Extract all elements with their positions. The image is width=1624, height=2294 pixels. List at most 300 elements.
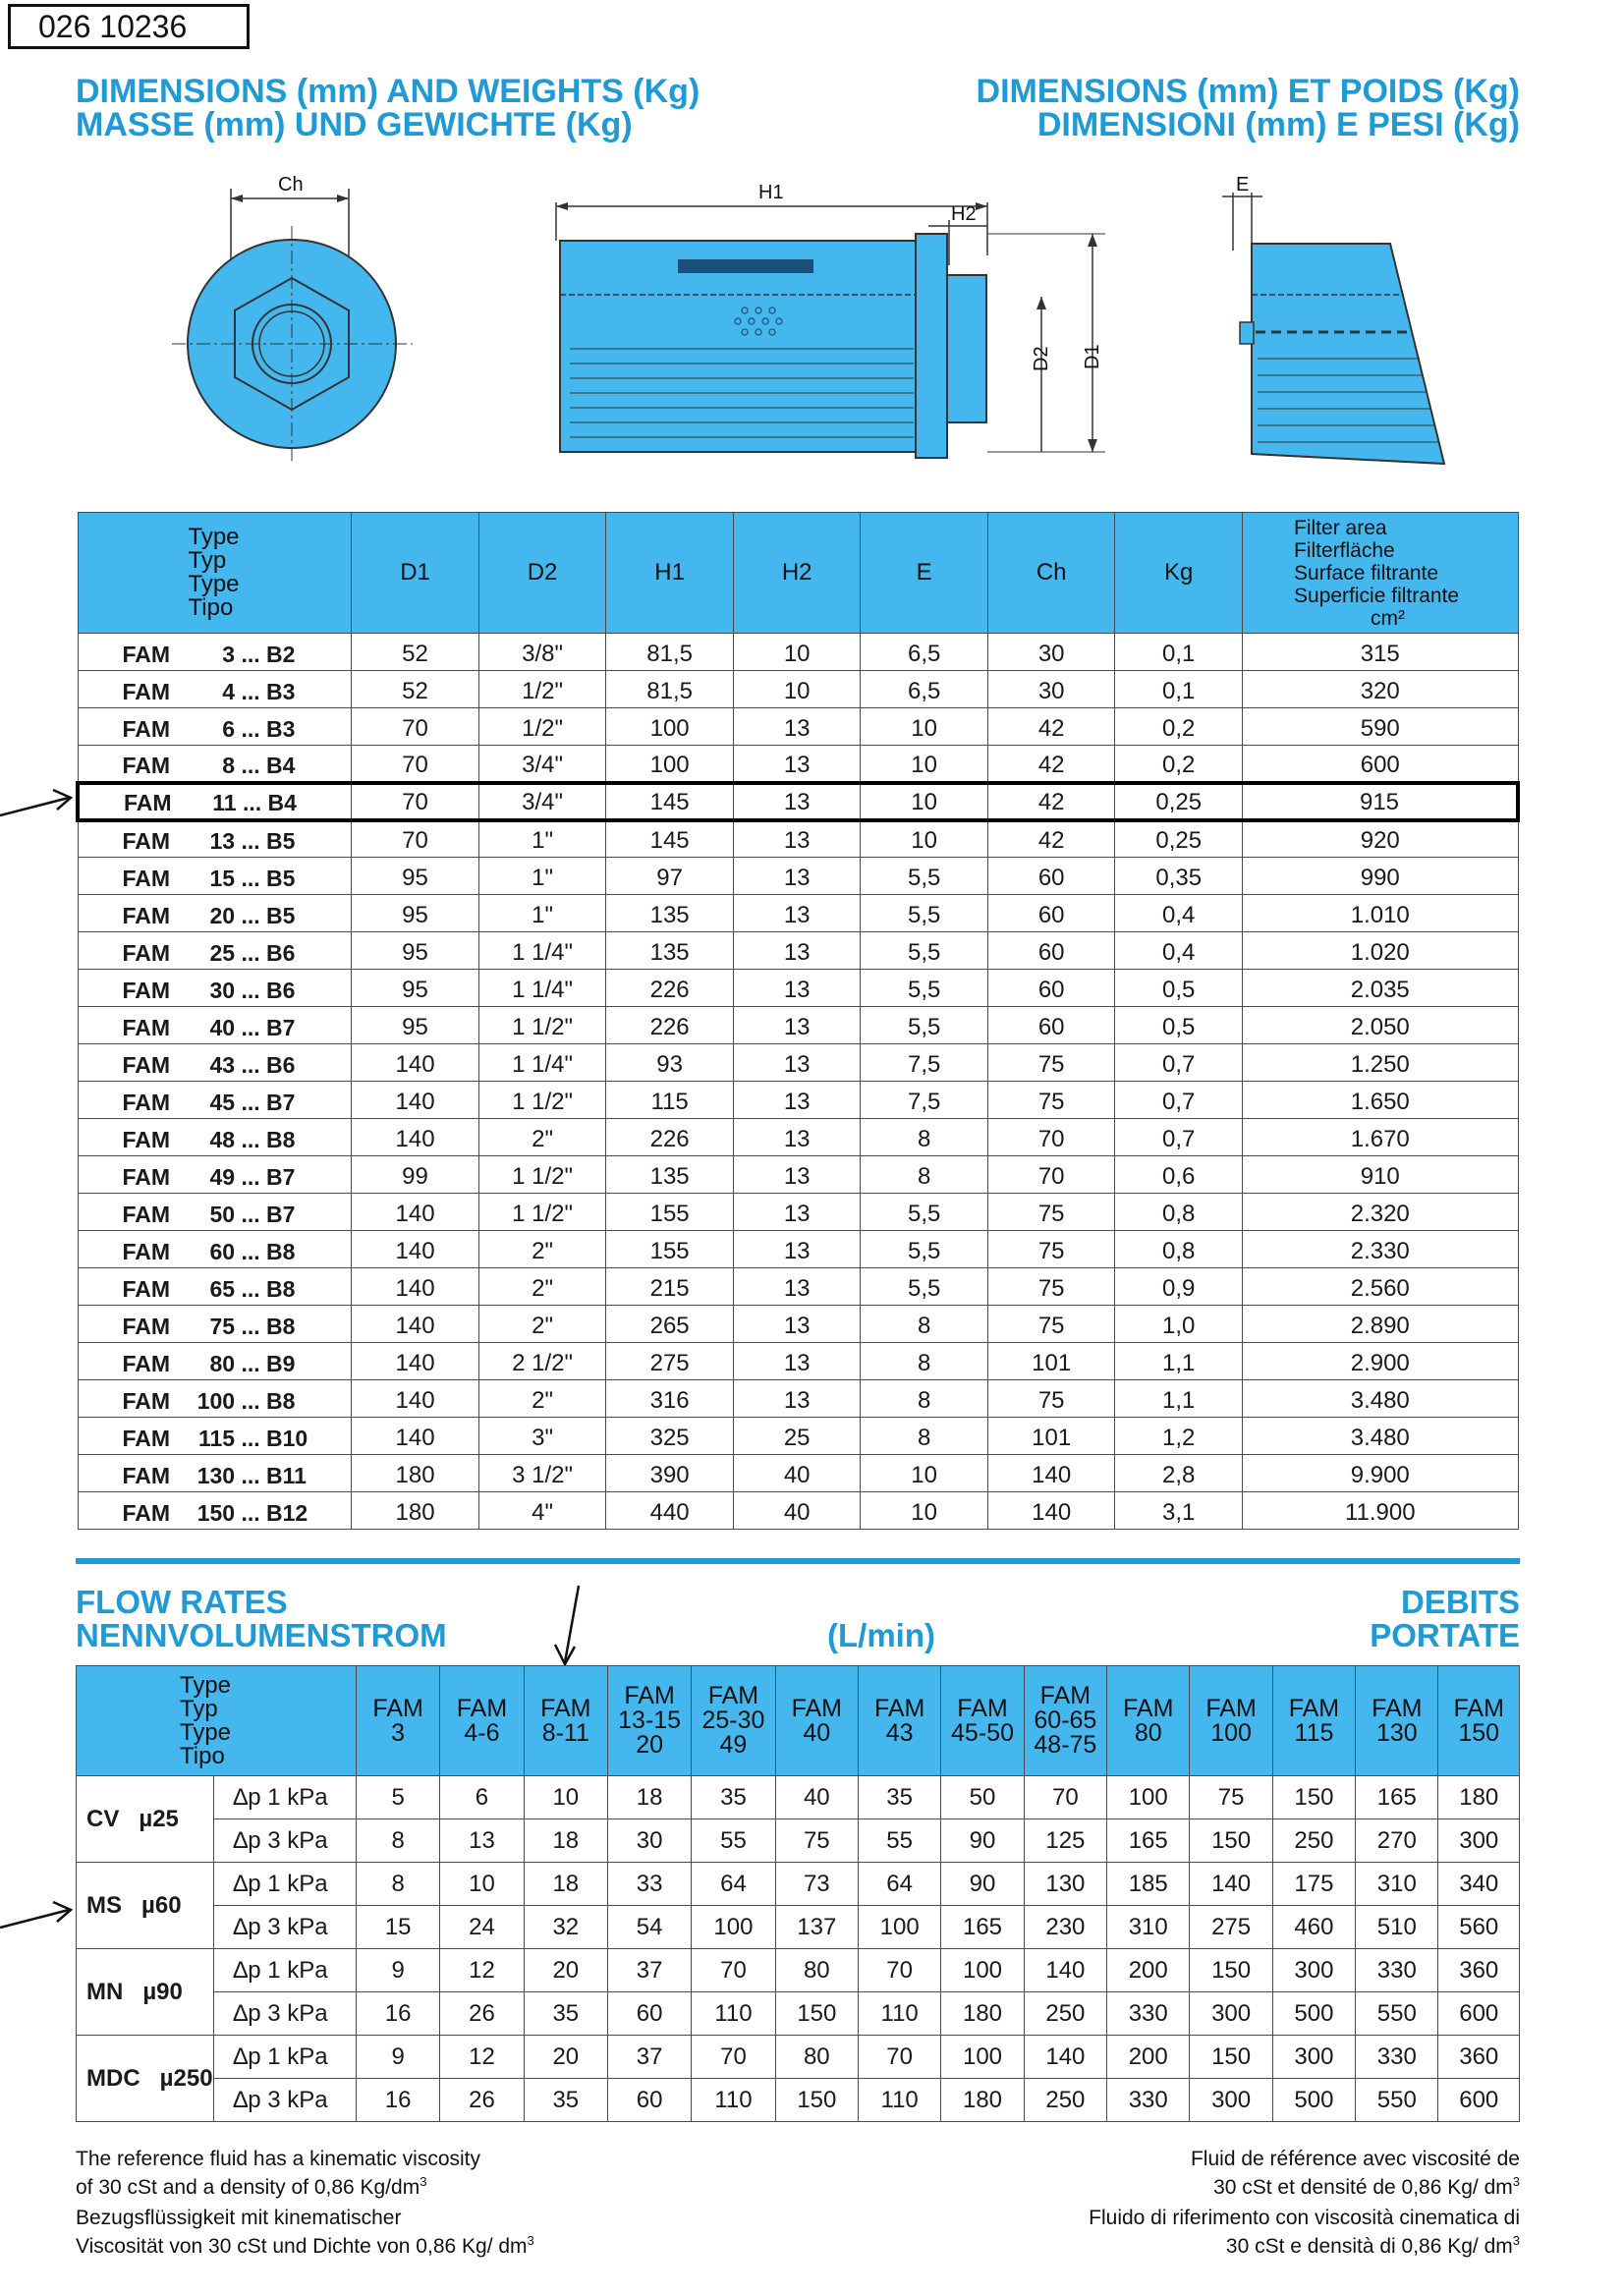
cell-area: 1.250 <box>1243 1044 1518 1082</box>
flow-value-cell: 90 <box>941 1819 1024 1863</box>
cell-h1: 135 <box>606 1156 734 1194</box>
title-en: DIMENSIONS (mm) AND WEIGHTS (Kg) <box>76 73 700 110</box>
cell-area: 1.650 <box>1243 1082 1518 1119</box>
label-h2: H2 <box>951 203 977 225</box>
cell-h2: 13 <box>733 746 860 783</box>
cell-d2: 2" <box>478 1306 606 1343</box>
table-row <box>78 895 1518 932</box>
cell-h2: 13 <box>733 1119 860 1156</box>
cell-ch: 60 <box>987 1007 1115 1044</box>
title-fr: DIMENSIONS (mm) ET POIDS (Kg) <box>976 73 1520 110</box>
flow-col-header: FAM 60-65 48-75 <box>1024 1666 1106 1776</box>
type-cell: FAM 43 ... B6 <box>78 1044 352 1082</box>
cell-kg: 0,5 <box>1115 1007 1243 1044</box>
label-d1: D1 <box>1082 344 1103 369</box>
cell-d2: 1/2" <box>478 708 606 746</box>
cell-e: 8 <box>861 1306 988 1343</box>
cell-e: 10 <box>861 783 988 820</box>
flow-value-cell: 330 <box>1107 2079 1190 2122</box>
flow-col-header: FAM 150 <box>1438 1666 1520 1776</box>
col-h1: H1 <box>606 513 734 634</box>
flow-value-cell: 550 <box>1356 2079 1438 2122</box>
cell-area: 315 <box>1243 634 1518 671</box>
cell-d2: 1" <box>478 858 606 895</box>
cell-kg: 3,1 <box>1115 1492 1243 1530</box>
table-row <box>78 1194 1518 1231</box>
table-row <box>78 932 1518 970</box>
cell-d2: 2" <box>478 1380 606 1418</box>
cell-e: 8 <box>861 1418 988 1455</box>
cell-kg: 0,7 <box>1115 1082 1243 1119</box>
flow-value-cell: 150 <box>775 2079 858 2122</box>
flow-value-cell: 35 <box>524 2079 607 2122</box>
flow-value-cell: 110 <box>858 1992 940 2036</box>
cell-h2: 13 <box>733 970 860 1007</box>
type-cell: FAM 20 ... B5 <box>78 895 352 932</box>
type-cell: FAM 50 ... B7 <box>78 1194 352 1231</box>
flow-row <box>77 1949 1520 1992</box>
cell-ch: 60 <box>987 932 1115 970</box>
cell-area: 9.900 <box>1243 1455 1518 1492</box>
flow-value-cell: 130 <box>1024 1863 1106 1906</box>
cell-h1: 155 <box>606 1231 734 1268</box>
cell-area: 600 <box>1243 746 1518 783</box>
cell-e: 6,5 <box>861 671 988 708</box>
flow-row <box>77 1992 1520 2036</box>
flow-value-cell: 300 <box>1272 2036 1355 2079</box>
flow-value-cell: 110 <box>692 2079 775 2122</box>
cell-h1: 97 <box>606 858 734 895</box>
cell-d1: 180 <box>352 1455 479 1492</box>
cell-d1: 70 <box>352 820 479 858</box>
type-cell: FAM 150 ... B12 <box>78 1492 352 1530</box>
cell-kg: 0,2 <box>1115 708 1243 746</box>
cell-h2: 13 <box>733 1156 860 1194</box>
flow-col-header: FAM 130 <box>1356 1666 1438 1776</box>
flow-value-cell: 140 <box>1024 1949 1106 1992</box>
cell-ch: 75 <box>987 1306 1115 1343</box>
cell-e: 7,5 <box>861 1044 988 1082</box>
cell-h2: 13 <box>733 895 860 932</box>
flow-value-cell: 35 <box>692 1776 775 1819</box>
cell-h1: 135 <box>606 932 734 970</box>
footnote-en: The reference fluid has a kinematic viscosity of 30 cSt and a density of 0,86 $Kg/dm^3$ <box>76 2148 481 2199</box>
flow-value-cell: 110 <box>692 1992 775 2036</box>
cell-e: 8 <box>861 1156 988 1194</box>
cell-ch: 140 <box>987 1492 1115 1530</box>
table-row <box>78 858 1518 895</box>
cell-kg: 0,9 <box>1115 1268 1243 1306</box>
flow-col-header: FAM 43 <box>858 1666 940 1776</box>
pressure-drop-cell: ∆p 1 kPa <box>213 1949 356 1992</box>
cell-kg: 0,8 <box>1115 1194 1243 1231</box>
cell-kg: 0,2 <box>1115 746 1243 783</box>
flow-value-cell: 250 <box>1024 1992 1106 2036</box>
cell-e: 5,5 <box>861 932 988 970</box>
cell-area: 910 <box>1243 1156 1518 1194</box>
detail-section-drawing <box>1222 174 1444 464</box>
flow-value-cell: 500 <box>1272 1992 1355 2036</box>
cell-ch: 42 <box>987 820 1115 858</box>
cell-kg: 0,1 <box>1115 634 1243 671</box>
flow-row <box>77 1906 1520 1949</box>
cell-d2: 1 1/2" <box>478 1007 606 1044</box>
pressure-drop-cell: ∆p 3 kPa <box>213 2079 356 2122</box>
flow-value-cell: 70 <box>858 2036 940 2079</box>
cell-ch: 30 <box>987 634 1115 671</box>
cell-d2: 1 1/2" <box>478 1082 606 1119</box>
flow-value-cell: 250 <box>1272 1819 1355 1863</box>
cell-d1: 52 <box>352 634 479 671</box>
cell-ch: 30 <box>987 671 1115 708</box>
flow-value-cell: 33 <box>607 1863 691 1906</box>
flow-value-cell: 125 <box>1024 1819 1106 1863</box>
cell-h2: 13 <box>733 708 860 746</box>
cell-kg: 0,8 <box>1115 1231 1243 1268</box>
table-row <box>78 1380 1518 1418</box>
flow-type-header: Type Typ Type Tipo <box>77 1666 357 1776</box>
flow-value-cell: 330 <box>1356 1949 1438 1992</box>
type-cell: FAM 48 ... B8 <box>78 1119 352 1156</box>
table-row <box>78 634 1518 671</box>
cell-e: 7,5 <box>861 1082 988 1119</box>
filter-grade-cell: CV µ25 <box>77 1776 214 1863</box>
cell-area: 590 <box>1243 708 1518 746</box>
flow-rates-table <box>76 1665 1520 2122</box>
cell-ch: 140 <box>987 1455 1115 1492</box>
cell-d2: 4" <box>478 1492 606 1530</box>
cell-area: 990 <box>1243 858 1518 895</box>
table-row <box>78 708 1518 746</box>
flow-value-cell: 250 <box>1024 2079 1106 2122</box>
col-ch: Ch <box>987 513 1115 634</box>
type-cell: FAM 11 ... B4 <box>78 783 352 820</box>
flow-value-cell: 20 <box>524 1949 607 1992</box>
label-e: E <box>1236 174 1250 196</box>
flow-value-cell: 6 <box>440 1776 524 1819</box>
flow-value-cell: 18 <box>524 1819 607 1863</box>
cell-d2: 1 1/2" <box>478 1194 606 1231</box>
cell-d1: 95 <box>352 932 479 970</box>
cell-h2: 13 <box>733 932 860 970</box>
flow-value-cell: 100 <box>858 1906 940 1949</box>
flow-value-cell: 64 <box>858 1863 940 1906</box>
cell-d1: 70 <box>352 746 479 783</box>
flow-value-cell: 10 <box>524 1776 607 1819</box>
flow-header-row <box>77 1666 1520 1776</box>
cell-d1: 140 <box>352 1268 479 1306</box>
cell-ch: 75 <box>987 1044 1115 1082</box>
type-cell: FAM 130 ... B11 <box>78 1455 352 1492</box>
flow-title-left <box>76 1586 447 1652</box>
flow-value-cell: 100 <box>941 1949 1024 1992</box>
cell-ch: 75 <box>987 1231 1115 1268</box>
footnote-de: Bezugsflüssigkeit mit kinematischer Viscosität von 30 cSt und Dichte von 0,86 Kg/ $dm^3$ <box>76 2207 534 2258</box>
flow-value-cell: 330 <box>1356 2036 1438 2079</box>
flow-value-cell: 80 <box>775 1949 858 1992</box>
filter-grade-cell: MS µ60 <box>77 1863 214 1949</box>
flow-row <box>77 2079 1520 2122</box>
table-row <box>78 671 1518 708</box>
cell-kg: 1,1 <box>1115 1343 1243 1380</box>
col-filter-area: Filter area Filterfläche Surface filtrante Superficie filtrante cm² <box>1243 513 1518 634</box>
cell-h2: 13 <box>733 1380 860 1418</box>
cell-h1: 145 <box>606 783 734 820</box>
table-row <box>78 746 1518 783</box>
flow-col-header: FAM 3 <box>356 1666 439 1776</box>
cell-kg: 2,8 <box>1115 1455 1243 1492</box>
flow-unit: (L/min) <box>827 1617 935 1653</box>
cell-d1: 140 <box>352 1119 479 1156</box>
flow-value-cell: 64 <box>692 1863 775 1906</box>
flow-value-cell: 9 <box>356 2036 439 2079</box>
title-right <box>977 75 1520 141</box>
flow-value-cell: 360 <box>1438 1949 1520 1992</box>
flow-col-header: FAM 13-15 20 <box>607 1666 691 1776</box>
cell-ch: 75 <box>987 1194 1115 1231</box>
cell-e: 8 <box>861 1119 988 1156</box>
table-row <box>78 1418 1518 1455</box>
arrow-row-annotation <box>0 776 79 825</box>
cell-kg: 0,7 <box>1115 1119 1243 1156</box>
type-cell: FAM 45 ... B7 <box>78 1082 352 1119</box>
cell-d2: 3 1/2" <box>478 1455 606 1492</box>
footnote-it: Fluido di riferimento con viscosità cinematica di 30 cSt e densità di 0,86 Kg/ $dm^3$ <box>1089 2207 1520 2258</box>
cell-e: 5,5 <box>861 1231 988 1268</box>
cell-area: 1.020 <box>1243 932 1518 970</box>
cell-h2: 13 <box>733 1194 860 1231</box>
flow-value-cell: 80 <box>775 2036 858 2079</box>
cell-e: 8 <box>861 1343 988 1380</box>
flow-col-header: FAM 45-50 <box>941 1666 1024 1776</box>
col-d1: D1 <box>352 513 479 634</box>
flow-value-cell: 310 <box>1107 1906 1190 1949</box>
title-it: DIMENSIONI (mm) E PESI (Kg) <box>1036 106 1520 143</box>
flow-value-cell: 8 <box>356 1863 439 1906</box>
flow-value-cell: 150 <box>775 1992 858 2036</box>
cell-d2: 3/4" <box>478 746 606 783</box>
flow-value-cell: 550 <box>1356 1992 1438 2036</box>
flow-value-cell: 13 <box>440 1819 524 1863</box>
flow-value-cell: 180 <box>941 2079 1024 2122</box>
flow-value-cell: 140 <box>1024 2036 1106 2079</box>
cell-h1: 226 <box>606 1119 734 1156</box>
cell-h2: 13 <box>733 1007 860 1044</box>
flow-value-cell: 37 <box>607 1949 691 1992</box>
type-cell: FAM 6 ... B3 <box>78 708 352 746</box>
cell-h2: 25 <box>733 1418 860 1455</box>
label-ch: Ch <box>278 174 304 196</box>
table-row <box>78 820 1518 858</box>
table-row <box>78 970 1518 1007</box>
cell-d2: 2 1/2" <box>478 1343 606 1380</box>
flow-value-cell: 16 <box>356 1992 439 2036</box>
cell-kg: 0,6 <box>1115 1156 1243 1194</box>
table-row <box>78 1306 1518 1343</box>
cell-ch: 70 <box>987 1119 1115 1156</box>
flow-value-cell: 60 <box>607 2079 691 2122</box>
flow-row <box>77 1863 1520 1906</box>
cell-h2: 40 <box>733 1455 860 1492</box>
cell-e: 5,5 <box>861 895 988 932</box>
cell-h2: 13 <box>733 1306 860 1343</box>
arrow-ms-annotation <box>0 1886 79 1935</box>
flow-value-cell: 200 <box>1107 1949 1190 1992</box>
flow-row <box>77 1776 1520 1819</box>
flow-value-cell: 10 <box>440 1863 524 1906</box>
flow-value-cell: 100 <box>1107 1776 1190 1819</box>
cell-area: 920 <box>1243 820 1518 858</box>
flow-value-cell: 54 <box>607 1906 691 1949</box>
cell-area: 3.480 <box>1243 1418 1518 1455</box>
cell-d1: 99 <box>352 1156 479 1194</box>
flow-col-header: FAM 8-11 <box>524 1666 607 1776</box>
flow-value-cell: 510 <box>1356 1906 1438 1949</box>
cell-area: 2.320 <box>1243 1194 1518 1231</box>
flow-value-cell: 330 <box>1107 1992 1190 2036</box>
cell-d1: 95 <box>352 858 479 895</box>
cell-d1: 140 <box>352 1194 479 1231</box>
cell-area: 2.890 <box>1243 1306 1518 1343</box>
cell-area: 2.035 <box>1243 970 1518 1007</box>
cell-h1: 265 <box>606 1306 734 1343</box>
cell-h2: 13 <box>733 783 860 820</box>
table-row <box>78 1044 1518 1082</box>
arrow-column-annotation <box>545 1582 594 1670</box>
flow-value-cell: 600 <box>1438 2079 1520 2122</box>
flow-value-cell: 37 <box>607 2036 691 2079</box>
cell-d2: 2" <box>478 1268 606 1306</box>
flow-value-cell: 165 <box>941 1906 1024 1949</box>
flow-value-cell: 70 <box>692 2036 775 2079</box>
cell-area: 3.480 <box>1243 1380 1518 1418</box>
cell-h2: 10 <box>733 634 860 671</box>
cell-ch: 75 <box>987 1268 1115 1306</box>
table-row <box>78 1343 1518 1380</box>
type-cell: FAM 75 ... B8 <box>78 1306 352 1343</box>
flow-value-cell: 9 <box>356 1949 439 1992</box>
cell-e: 5,5 <box>861 1268 988 1306</box>
flow-value-cell: 20 <box>524 2036 607 2079</box>
cell-kg: 0,25 <box>1115 783 1243 820</box>
cell-area: 1.670 <box>1243 1119 1518 1156</box>
type-cell: FAM 4 ... B3 <box>78 671 352 708</box>
flow-value-cell: 460 <box>1272 1906 1355 1949</box>
end-view-drawing <box>172 174 413 462</box>
table-row <box>78 1082 1518 1119</box>
cell-e: 10 <box>861 1492 988 1530</box>
flow-value-cell: 137 <box>775 1906 858 1949</box>
flow-value-cell: 300 <box>1438 1819 1520 1863</box>
type-cell: FAM 40 ... B7 <box>78 1007 352 1044</box>
flow-value-cell: 185 <box>1107 1863 1190 1906</box>
cell-ch: 60 <box>987 858 1115 895</box>
flow-value-cell: 75 <box>1190 1776 1272 1819</box>
flow-col-header: FAM 40 <box>775 1666 858 1776</box>
cell-ch: 101 <box>987 1418 1115 1455</box>
cell-h1: 215 <box>606 1268 734 1306</box>
flow-value-cell: 60 <box>607 1992 691 2036</box>
label-h1: H1 <box>758 182 784 203</box>
flow-value-cell: 55 <box>858 1819 940 1863</box>
pressure-drop-cell: ∆p 1 kPa <box>213 1863 356 1906</box>
cell-h1: 316 <box>606 1380 734 1418</box>
type-cell: FAM 100 ... B8 <box>78 1380 352 1418</box>
cell-h2: 40 <box>733 1492 860 1530</box>
flow-value-cell: 110 <box>858 2079 940 2122</box>
cell-ch: 101 <box>987 1343 1115 1380</box>
cell-h2: 13 <box>733 1343 860 1380</box>
label-d2: D2 <box>1031 346 1052 371</box>
flow-value-cell: 230 <box>1024 1906 1106 1949</box>
cell-h1: 226 <box>606 1007 734 1044</box>
filter-grade-cell: MN µ90 <box>77 1949 214 2036</box>
cell-ch: 60 <box>987 970 1115 1007</box>
cell-d1: 95 <box>352 1007 479 1044</box>
cell-d1: 140 <box>352 1082 479 1119</box>
cell-h1: 226 <box>606 970 734 1007</box>
type-cell: FAM 80 ... B9 <box>78 1343 352 1380</box>
flow-value-cell: 200 <box>1107 2036 1190 2079</box>
flow-value-cell: 70 <box>1024 1776 1106 1819</box>
flow-value-cell: 360 <box>1438 2036 1520 2079</box>
cell-d2: 1" <box>478 895 606 932</box>
cell-ch: 70 <box>987 1156 1115 1194</box>
section-divider <box>76 1558 1520 1564</box>
table-row <box>78 1268 1518 1306</box>
cell-e: 8 <box>861 1380 988 1418</box>
cell-h1: 81,5 <box>606 671 734 708</box>
cell-d1: 70 <box>352 783 479 820</box>
cell-d1: 140 <box>352 1380 479 1418</box>
cell-kg: 0,7 <box>1115 1044 1243 1082</box>
cell-e: 10 <box>861 820 988 858</box>
pressure-drop-cell: ∆p 3 kPa <box>213 1906 356 1949</box>
flow-value-cell: 18 <box>607 1776 691 1819</box>
dimensions-table <box>76 512 1520 1530</box>
cell-h2: 13 <box>733 858 860 895</box>
table-row <box>78 1007 1518 1044</box>
cell-ch: 60 <box>987 895 1115 932</box>
flow-value-cell: 16 <box>356 2079 439 2122</box>
type-cell: FAM 65 ... B8 <box>78 1268 352 1306</box>
cell-e: 6,5 <box>861 634 988 671</box>
flow-col-header: FAM 80 <box>1107 1666 1190 1776</box>
cell-d1: 140 <box>352 1418 479 1455</box>
cell-h1: 100 <box>606 708 734 746</box>
cell-kg: 1,0 <box>1115 1306 1243 1343</box>
flow-value-cell: 500 <box>1272 2079 1355 2122</box>
type-cell: FAM 3 ... B2 <box>78 634 352 671</box>
cell-kg: 0,5 <box>1115 970 1243 1007</box>
cell-e: 10 <box>861 708 988 746</box>
flow-value-cell: 150 <box>1190 1949 1272 1992</box>
cell-e: 5,5 <box>861 858 988 895</box>
cell-area: 1.010 <box>1243 895 1518 932</box>
table-row <box>78 783 1518 820</box>
col-d2: D2 <box>478 513 606 634</box>
flow-row <box>77 2036 1520 2079</box>
cell-kg: 1,1 <box>1115 1380 1243 1418</box>
flow-value-cell: 310 <box>1356 1863 1438 1906</box>
flow-value-cell: 24 <box>440 1906 524 1949</box>
cell-h1: 93 <box>606 1044 734 1082</box>
flow-col-header: FAM 100 <box>1190 1666 1272 1776</box>
type-cell: FAM 49 ... B7 <box>78 1156 352 1194</box>
type-cell: FAM 25 ... B6 <box>78 932 352 970</box>
type-cell: FAM 30 ... B6 <box>78 970 352 1007</box>
flow-col-header: FAM 115 <box>1272 1666 1355 1776</box>
